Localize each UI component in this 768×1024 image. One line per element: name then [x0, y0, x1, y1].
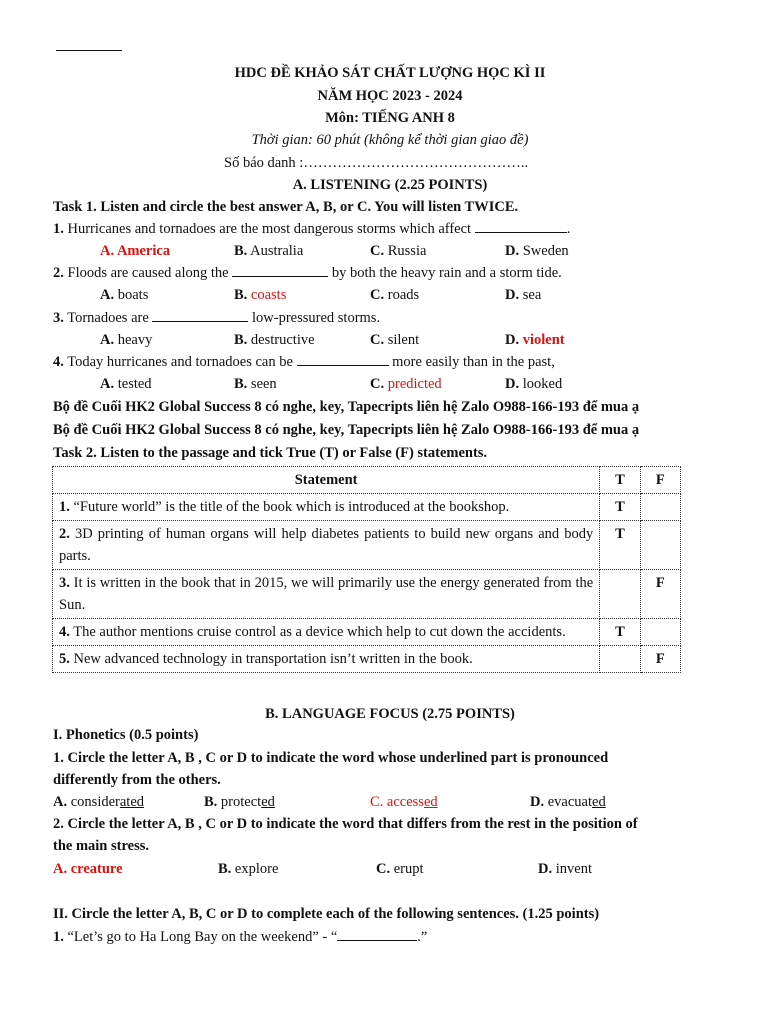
q3-option-c: C. silent [370, 332, 420, 348]
top-rule [56, 50, 122, 51]
table-row [53, 570, 681, 619]
header-candidate-number: Số báo danh :……………………………………….. [224, 155, 529, 171]
q1-option-c: C. Russia [370, 243, 427, 259]
q4-option-d: D. looked [505, 376, 563, 392]
question-number: 1. [53, 221, 64, 237]
question-number: 4. [53, 354, 64, 370]
table-row [53, 494, 681, 521]
question-number: 2. [53, 265, 64, 281]
q2-option-c: C. roads [370, 287, 420, 303]
p2-option-c: C. erupt [376, 861, 424, 877]
question-text-end: low-pressured storms. [248, 310, 381, 326]
false-cell [640, 494, 680, 521]
question-text-end: more easily than in the past, [388, 354, 555, 370]
true-cell [600, 646, 640, 673]
header-subject: Môn: TIẾNG ANH 8 [325, 110, 455, 126]
answer-blank [475, 220, 567, 233]
q1-option-d: D. Sweden [505, 243, 569, 259]
header-true: T [600, 467, 640, 494]
question-text-end: .” [417, 929, 428, 945]
header-time: Thời gian: 60 phút (không kể thời gian giao đề) [251, 132, 529, 148]
table-header-row [53, 467, 681, 494]
p1-option-a: A. considerated [53, 794, 145, 810]
task1-instruction: Task 1. Listen and circle the best answer A, B, or C. You will listen TWICE. [53, 199, 519, 215]
q3-option-a: A. heavy [100, 332, 153, 348]
true-false-table [52, 466, 681, 673]
question-text: Hurricanes and tornadoes are the most dangerous storms which affect [67, 221, 475, 237]
answer-blank [297, 353, 389, 366]
table-row [53, 646, 681, 673]
section-b-title: B. LANGUAGE FOCUS (2.75 POINTS) [265, 706, 515, 722]
header-title: HDC ĐỀ KHẢO SÁT CHẤT LƯỢNG HỌC KÌ II [234, 65, 546, 81]
promo-line-2: Bộ đề Cuối HK2 Global Success 8 có nghe, key, Tapecripts liên hệ Zalo O988-166-193 để mua ạ [53, 422, 640, 438]
q1-option-b: B. Australia [234, 243, 304, 259]
statement-cell: 3. It is written in the book that in 2015, we will primarily use the energy generated from the Sun. [53, 570, 600, 619]
question-number: 1. [53, 929, 64, 945]
phonetics-q1-line1: 1. Circle the letter A, B , C or D to indicate the word whose underlined part is pronounced [53, 750, 609, 766]
true-cell: T [600, 494, 640, 521]
phonetics-heading: I. Phonetics (0.5 points) [53, 727, 199, 743]
grammar-question-1 [53, 928, 427, 946]
answer-blank [337, 928, 417, 941]
true-cell [600, 570, 640, 619]
statement-cell: 5. New advanced technology in transportation isn’t written in the book. [53, 646, 600, 673]
p1-option-c: C. accessed [370, 794, 438, 810]
listening-question-4 [53, 353, 555, 371]
false-cell: F [640, 570, 680, 619]
header-statement: Statement [53, 467, 600, 494]
statement-cell: 2. 3D printing of human organs will help diabetes patients to build new organs and body parts. [53, 521, 600, 570]
p1-option-d: D. evacuated [530, 794, 606, 810]
table-row [53, 521, 681, 570]
part2-instruction: II. Circle the letter A, B, C or D to complete each of the following sentences. (1.25 points) [53, 906, 600, 922]
q1-option-a: A. America [100, 243, 171, 259]
false-cell: F [640, 646, 680, 673]
false-cell [640, 619, 680, 646]
section-a-title: A. LISTENING (2.25 POINTS) [292, 177, 488, 193]
true-cell: T [600, 521, 640, 570]
question-text: Tornadoes are [67, 310, 153, 326]
header-false: F [640, 467, 680, 494]
phonetics-q2-line2: the main stress. [53, 838, 149, 854]
listening-question-3 [53, 309, 380, 327]
statement-cell: 1. “Future world” is the title of the book which is introduced at the bookshop. [53, 494, 600, 521]
q4-option-a: A. tested [100, 376, 152, 392]
header-year: NĂM HỌC 2023 - 2024 [317, 88, 463, 104]
promo-line-1: Bộ đề Cuối HK2 Global Success 8 có nghe, key, Tapecripts liên hệ Zalo O988-166-193 để mua ạ [53, 399, 640, 415]
false-cell [640, 521, 680, 570]
listening-question-1 [53, 220, 570, 238]
phonetics-q1-line2: differently from the others. [53, 772, 221, 788]
question-text: Today hurricanes and tornadoes can be [67, 354, 297, 370]
p2-option-a: A. creature [53, 861, 123, 877]
q3-option-b: B. destructive [234, 332, 315, 348]
q4-option-c: C. predicted [370, 376, 442, 392]
statement-cell: 4. The author mentions cruise control as a device which help to cut down the accidents. [53, 619, 600, 646]
p2-option-d: D. invent [538, 861, 592, 877]
p2-option-b: B. explore [218, 861, 279, 877]
listening-question-2 [53, 264, 562, 282]
task2-instruction: Task 2. Listen to the passage and tick True (T) or False (F) statements. [53, 445, 488, 461]
question-text: Floods are caused along the [67, 265, 233, 281]
phonetics-q2-line1: 2. Circle the letter A, B , C or D to indicate the word that differs from the rest in the position of [53, 816, 638, 832]
q2-option-a: A. boats [100, 287, 149, 303]
question-text: “Let’s go to Ha Long Bay on the weekend” - “ [63, 929, 338, 945]
answer-blank [232, 264, 328, 277]
question-text-end: . [566, 221, 571, 237]
table-row [53, 619, 681, 646]
question-text-end: by both the heavy rain and a storm tide. [328, 265, 562, 281]
q3-option-d: D. violent [505, 332, 565, 348]
q2-option-b: B. coasts [234, 287, 287, 303]
question-number: 3. [53, 310, 64, 326]
true-cell: T [600, 619, 640, 646]
p1-option-b: B. protected [204, 794, 275, 810]
answer-blank [152, 309, 248, 322]
q2-option-d: D. sea [505, 287, 542, 303]
q4-option-b: B. seen [234, 376, 277, 392]
